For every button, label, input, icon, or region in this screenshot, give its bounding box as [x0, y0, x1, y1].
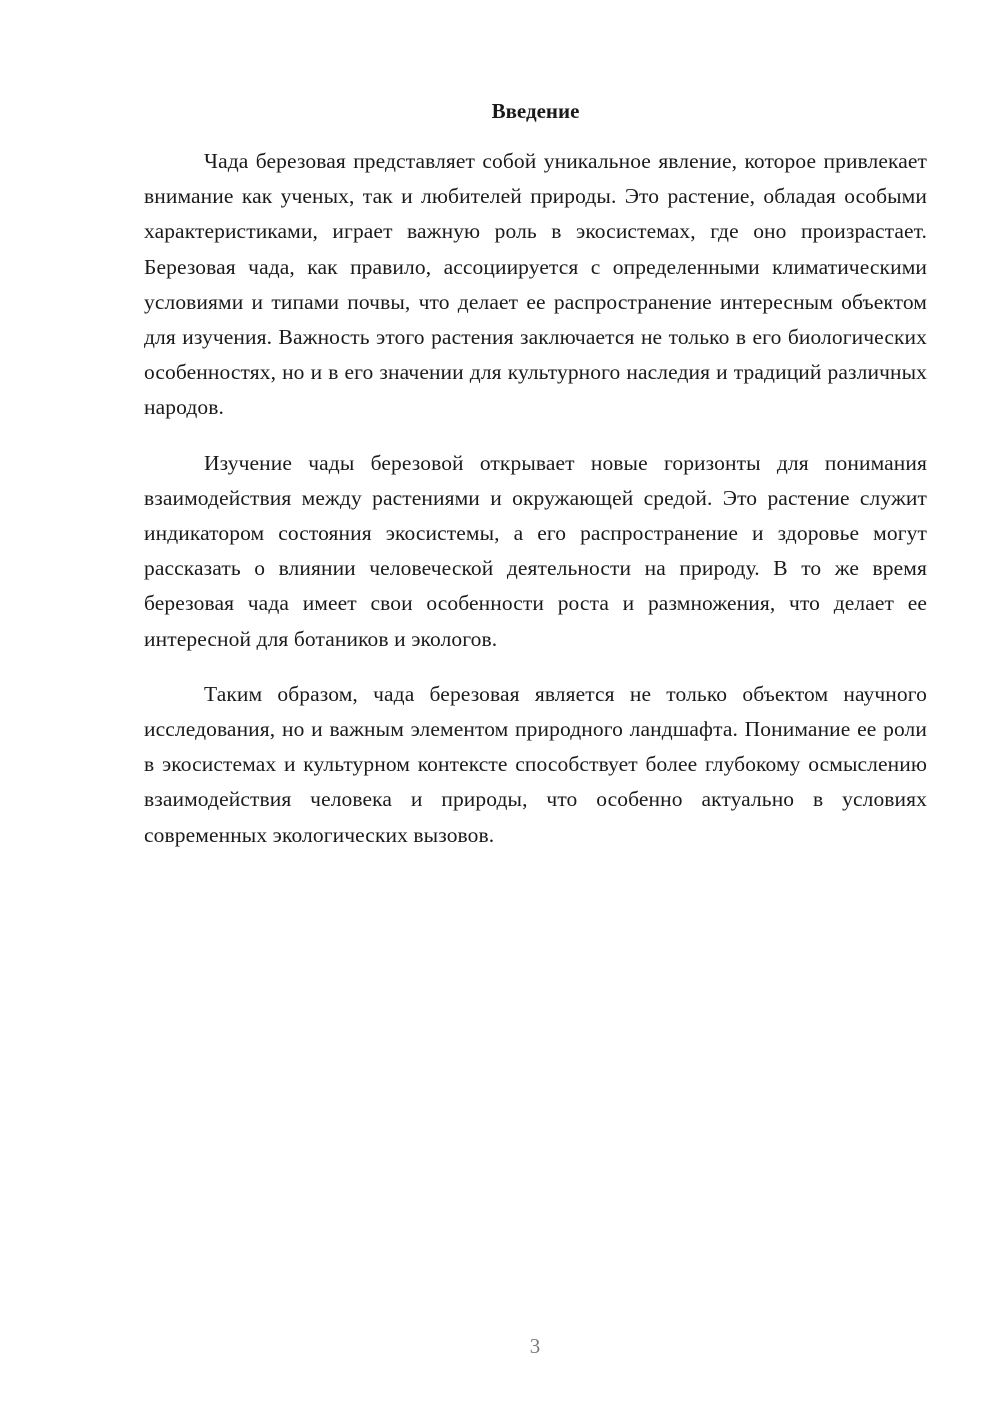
body-text [144, 144, 927, 873]
page-number: 3 [529, 1334, 541, 1358]
paragraph-3: Таким образом, чада березовая является не только объектом научного исследования, но и важным элементом природного ландшафта. Понимание ее роли в экосистемах и культурном контексте способствует более глубокому осмыслению взаимодействия человека и природы, что особенно актуально в условиях современных экологических вызовов. [144, 681, 927, 847]
paragraph-1: Чада березовая представляет собой уникальное явление, которое привлекает внимание как ученых, так и любителей природы. Это растение, обладая особыми характеристиками, играет важную роль в экосистемах, где оно произрастает. Березовая чада, как правило, ассоциируется с определенными климатическими условиями и типами почвы, что делает ее распространение интересным объектом для изучения. Важность этого растения заключается не только в его биологических особенностях, но и в его значении для культурного наследия и традиций различных народов. [144, 149, 927, 420]
paragraph-2: Изучение чады березовой открывает новые горизонты для понимания взаимодействия между растениями и окружающей средой. Это растение служит индикатором состояния экосистемы, а его распространение и здоровье могут рассказать о влиянии человеческой деятельности на природу. В то же время березовая чада имеет свои особенности роста и размножения, что делает ее интересной для ботаников и экологов. [144, 450, 927, 651]
section-title: Введение [491, 99, 580, 123]
